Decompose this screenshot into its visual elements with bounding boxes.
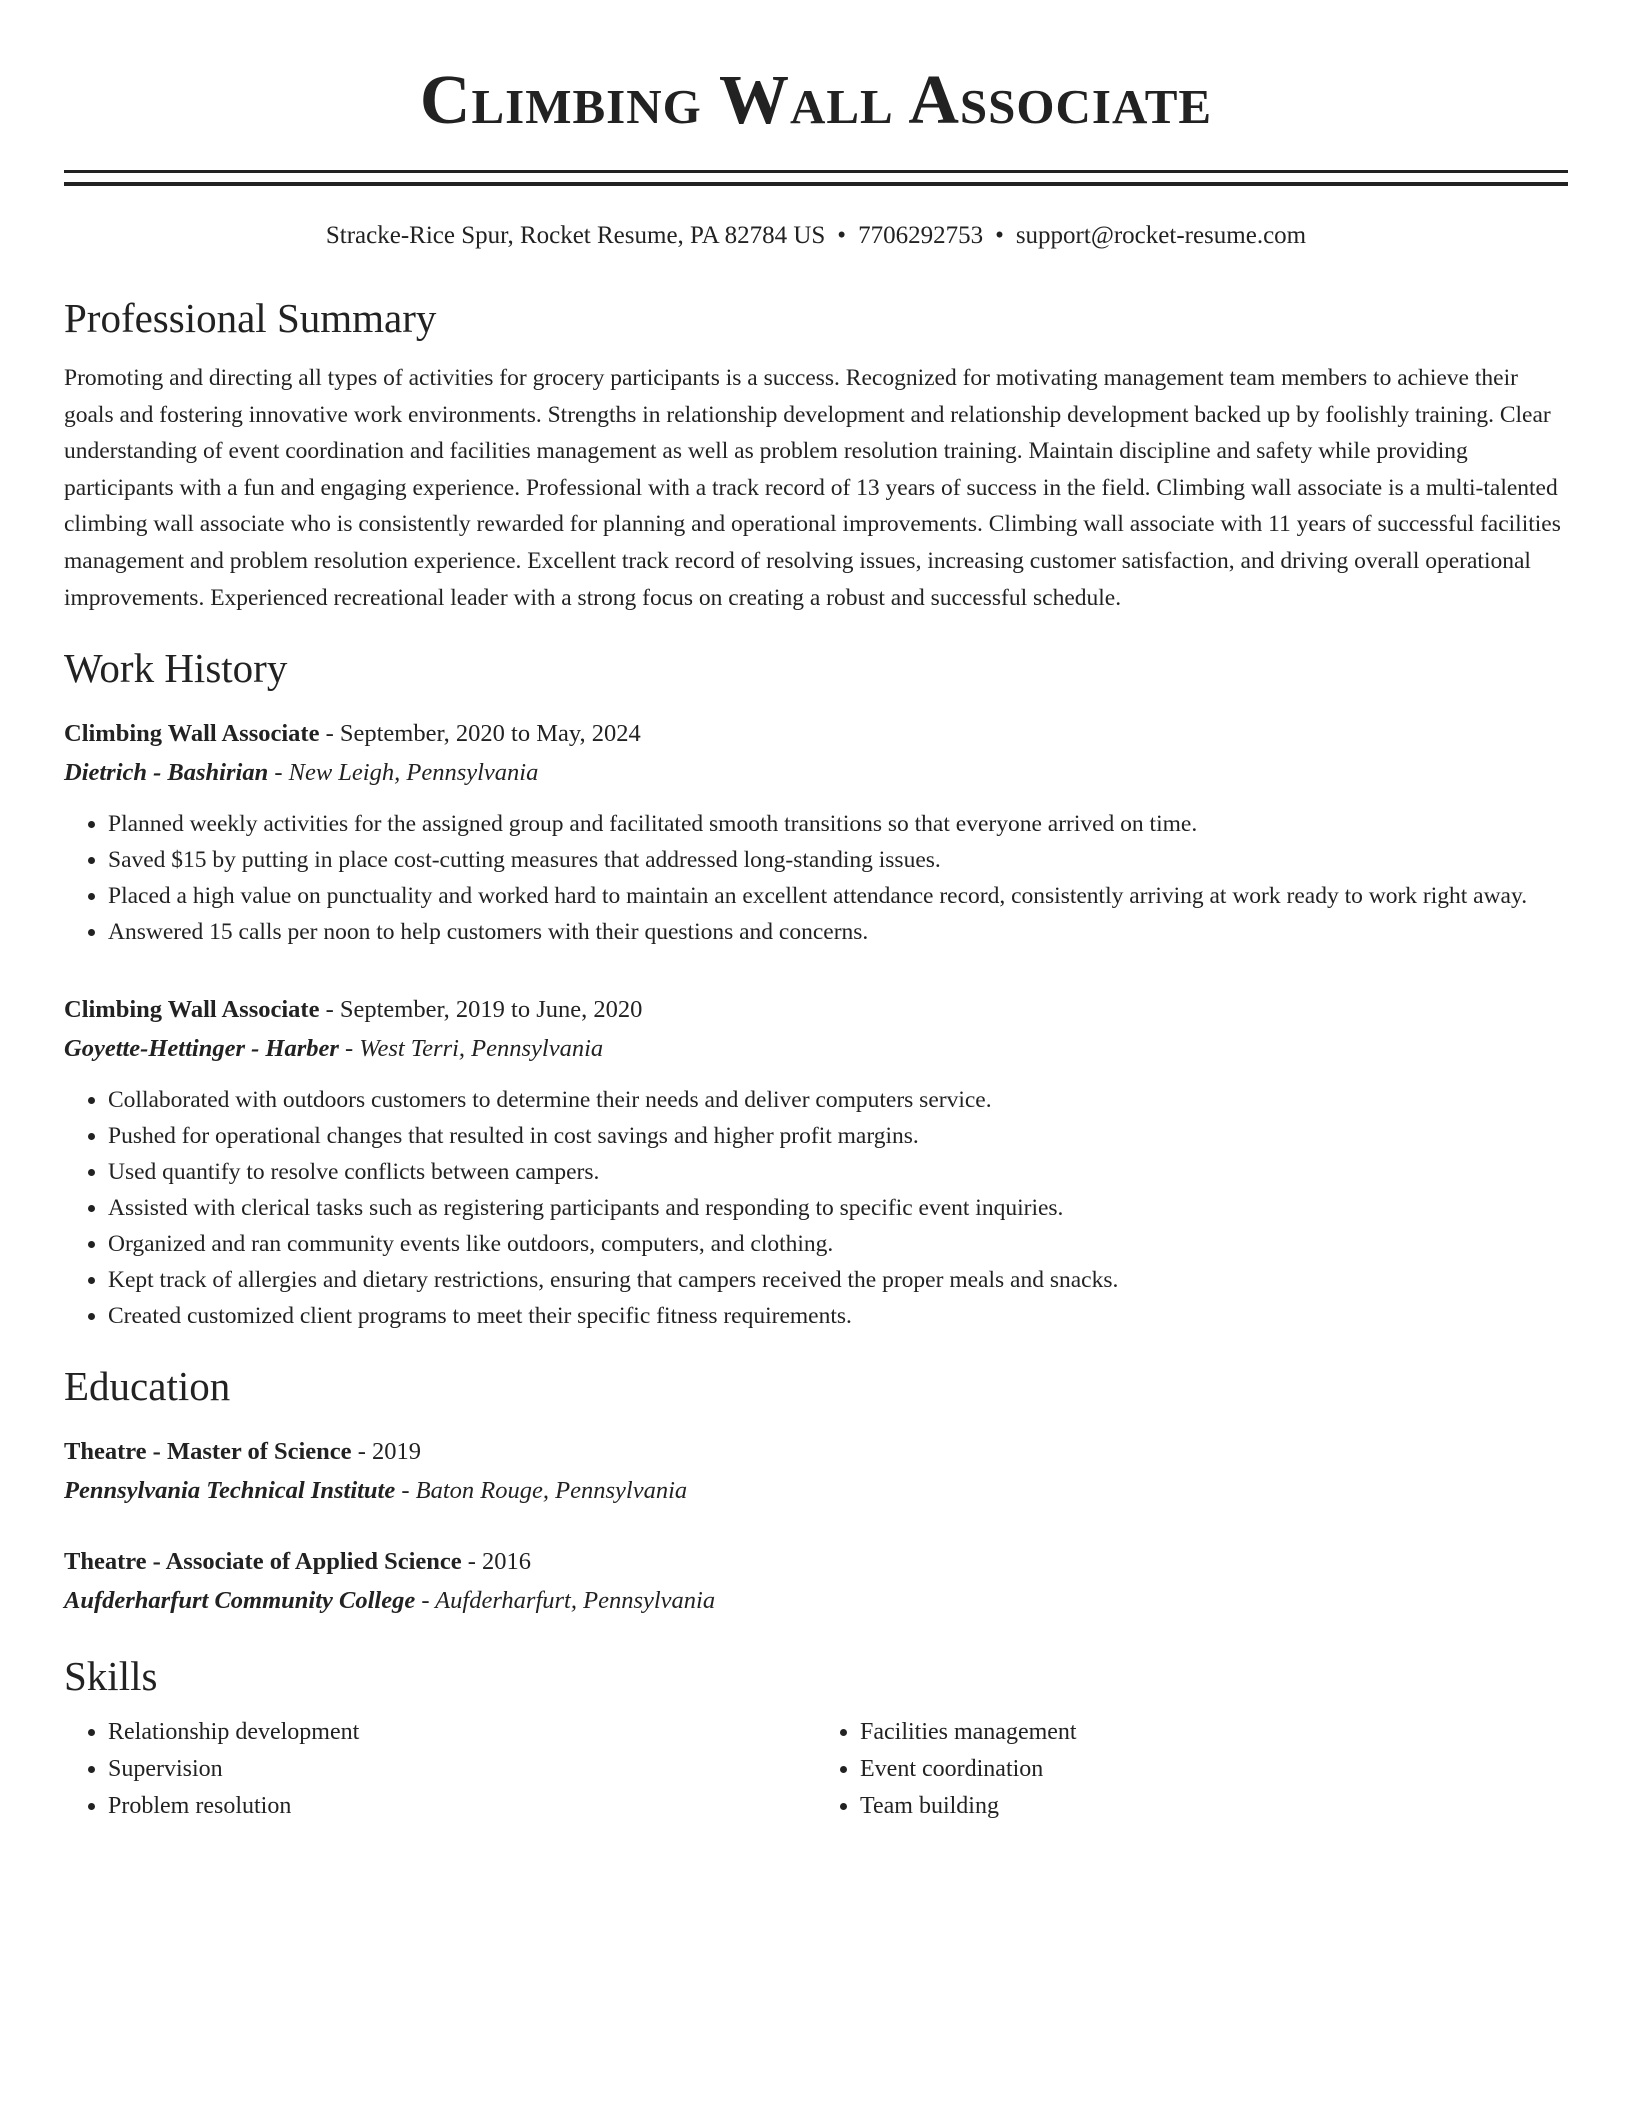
job-bullet: • Planned weekly activities for the assigned group and facilitated smooth transitions so that everyone arrived on time. bbox=[108, 806, 1568, 842]
education-year: - 2019 bbox=[351, 1438, 421, 1466]
skill-item: • Relationship development bbox=[108, 1714, 816, 1751]
job-bullet: • Created customized client programs to meet their specific fitness requirements. bbox=[108, 1298, 1568, 1334]
skill-item: • Facilities management bbox=[860, 1714, 1568, 1751]
education-location: - Aufderharfurt, Pennsylvania bbox=[415, 1587, 716, 1615]
education-school: Aufderharfurt Community College bbox=[64, 1587, 416, 1615]
job-company-line bbox=[64, 753, 1568, 792]
skills-list-right bbox=[816, 1714, 1568, 1825]
job-bullet: • Collaborated with outdoors customers to determine their needs and deliver computers service. bbox=[108, 1082, 1568, 1118]
job-bullets bbox=[64, 1082, 1568, 1334]
skill-item: • Team building bbox=[860, 1788, 1568, 1825]
summary-heading: Professional Summary bbox=[64, 295, 437, 341]
contact-line bbox=[64, 220, 1568, 252]
contact-separator: • bbox=[837, 222, 847, 249]
job-entry bbox=[64, 990, 1568, 1334]
job-dates: - September, 2020 to May, 2024 bbox=[319, 720, 641, 748]
contact-address: Stracke-Rice Spur, Rocket Resume, PA 82784 US bbox=[325, 222, 826, 249]
skills-heading: Skills bbox=[64, 1653, 158, 1700]
resume-title: Climbing Wall Associate bbox=[419, 62, 1213, 139]
title-double-rule bbox=[64, 170, 1568, 186]
job-bullet: • Kept track of allergies and dietary restrictions, ensuring that campers received the proper meals and snacks. bbox=[108, 1262, 1568, 1298]
skill-item: • Event coordination bbox=[860, 1751, 1568, 1788]
job-title: Climbing Wall Associate bbox=[64, 720, 320, 748]
education-degree: Theatre - Master of Science bbox=[64, 1438, 352, 1466]
job-location: - West Terri, Pennsylvania bbox=[338, 1035, 604, 1063]
job-dates: - September, 2019 to June, 2020 bbox=[319, 996, 643, 1024]
education-heading: Education bbox=[64, 1363, 231, 1410]
skills-list-left bbox=[64, 1714, 816, 1825]
job-bullets bbox=[64, 806, 1568, 950]
education-school-line bbox=[64, 1471, 1568, 1510]
education-school-line bbox=[64, 1581, 1568, 1620]
job-company: Dietrich - Bashirian bbox=[64, 759, 269, 787]
job-bullet: • Pushed for operational changes that resulted in cost savings and higher profit margins. bbox=[108, 1118, 1568, 1154]
education-school: Pennsylvania Technical Institute bbox=[64, 1477, 396, 1505]
education-degree-line bbox=[64, 1432, 1568, 1471]
job-title-line bbox=[64, 990, 1568, 1029]
job-bullet: • Organized and ran community events like outdoors, computers, and clothing. bbox=[108, 1226, 1568, 1262]
education-degree-line bbox=[64, 1542, 1568, 1581]
job-company-line bbox=[64, 1029, 1568, 1068]
job-bullet: • Placed a high value on punctuality and worked hard to maintain an excellent attendance record, consistently arriving at work ready to work right away. bbox=[108, 878, 1568, 914]
job-bullet: • Used quantify to resolve conflicts between campers. bbox=[108, 1154, 1568, 1190]
contact-separator: • bbox=[995, 222, 1004, 249]
job-company: Goyette-Hettinger - Harber bbox=[64, 1035, 339, 1063]
job-title-line bbox=[64, 714, 1568, 753]
contact-phone: 7706292753 bbox=[858, 222, 984, 249]
job-title: Climbing Wall Associate bbox=[64, 996, 320, 1024]
skill-item: • Supervision bbox=[108, 1751, 816, 1788]
job-bullet: • Assisted with clerical tasks such as registering participants and responding to specific event inquiries. bbox=[108, 1190, 1568, 1226]
education-entry bbox=[64, 1432, 1568, 1510]
skills-columns bbox=[64, 1714, 1568, 1825]
education-degree: Theatre - Associate of Applied Science bbox=[64, 1548, 462, 1576]
job-bullet: • Answered 15 calls per noon to help customers with their questions and concerns. bbox=[108, 914, 1568, 950]
job-bullet: • Saved $15 by putting in place cost-cutting measures that addressed long-standing issues. bbox=[108, 842, 1568, 878]
job-entry bbox=[64, 714, 1568, 950]
education-location: - Baton Rouge, Pennsylvania bbox=[395, 1477, 688, 1505]
work-history-heading: Work History bbox=[64, 645, 288, 692]
job-location: - New Leigh, Pennsylvania bbox=[268, 759, 539, 787]
education-entry bbox=[64, 1542, 1568, 1620]
contact-email: support@rocket-resume.com bbox=[1015, 222, 1307, 249]
summary-text: Promoting and directing all types of activities for grocery participants is a success. Recognized for motivating management team members to achieve their goals and fostering innovative work environments. Strengths in relationship development and relationship development backed up by foolishly training. Clear understanding of event coordination and facilities management as well as problem resolution training. Maintain discipline and safety while providing participants with a fun and engaging experience. Professional with a track record of 13 years of success in the field. Climbing wall associate is a multi-talented climbing wall associate who is consistently rewarded for planning and operational improvements. Climbing wall associate with 11 years of successful facilities management and problem resolution experience. Excellent track record of resolving issues, increasing customer satisfaction, and driving overall operational improvements. Experienced recreational leader with a strong focus on creating a robust and successful schedule. bbox=[64, 365, 1561, 611]
skill-item: • Problem resolution bbox=[108, 1788, 816, 1825]
education-year: - 2016 bbox=[461, 1548, 532, 1576]
